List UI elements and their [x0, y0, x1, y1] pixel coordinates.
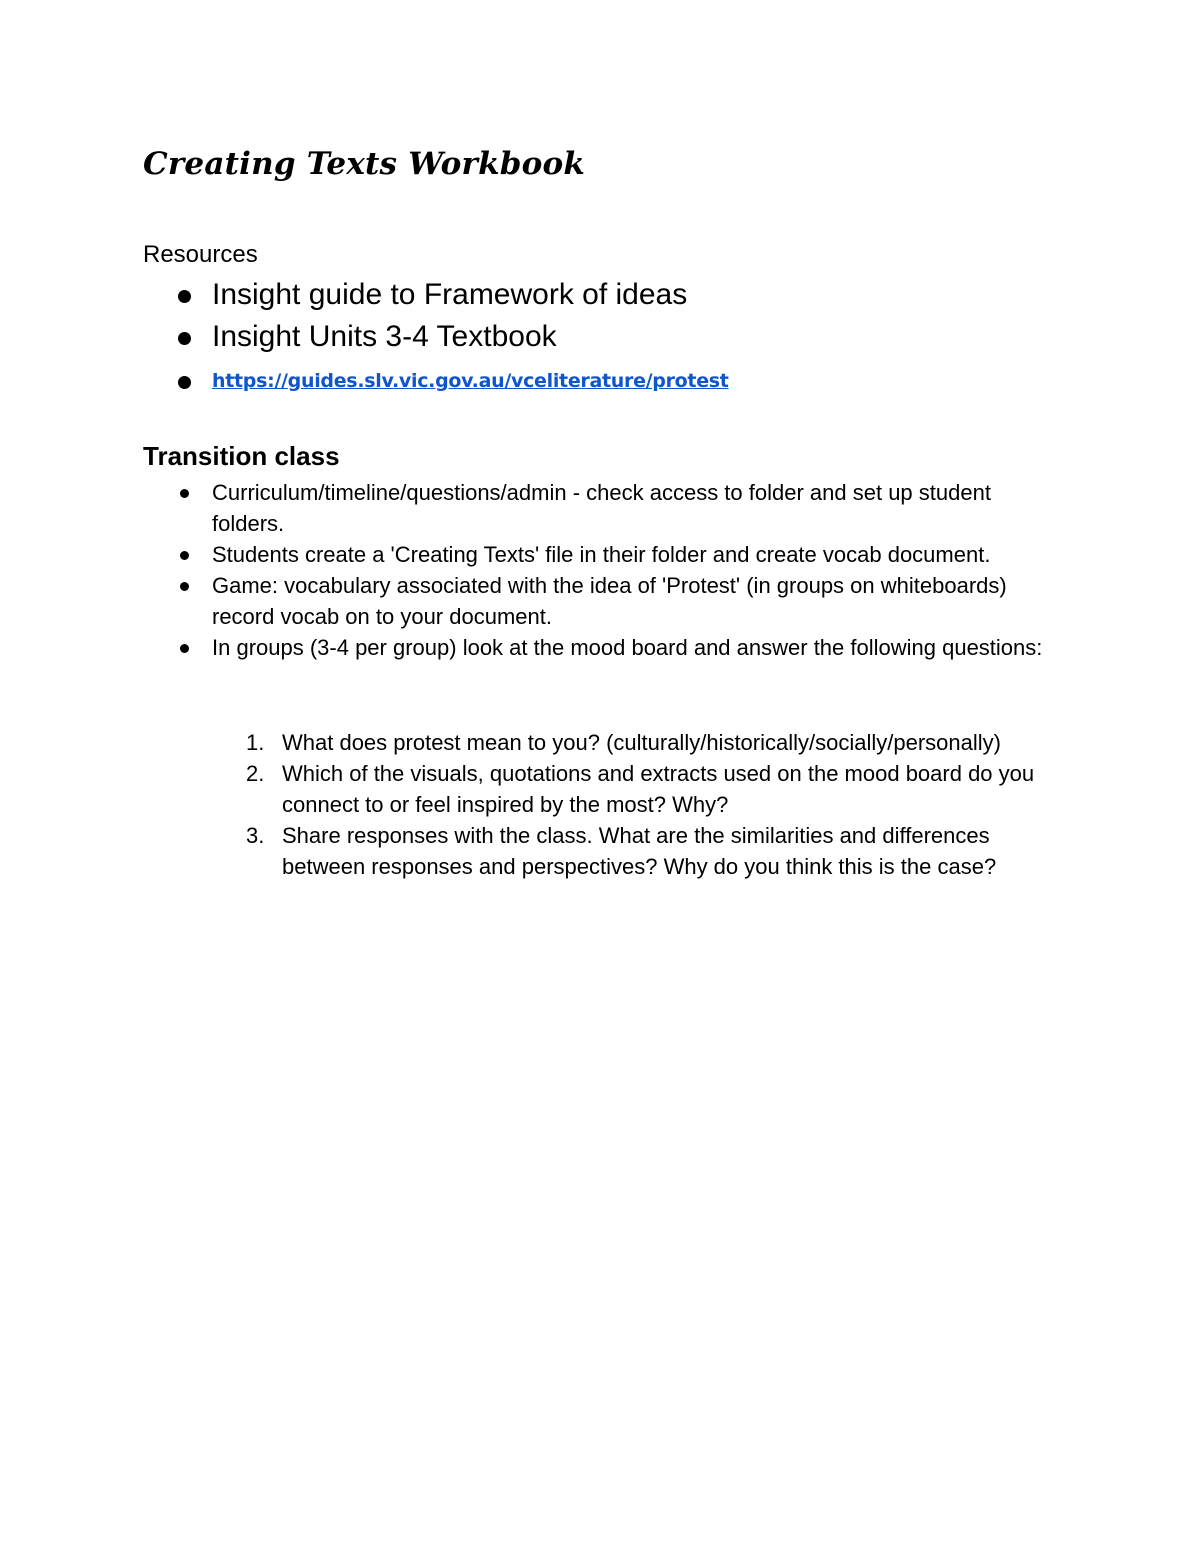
bullet-icon: [178, 290, 191, 303]
resources-heading: Resources: [143, 241, 258, 268]
question-number: 1.: [246, 730, 265, 755]
list-item: [178, 539, 1058, 570]
list-item-text: Students create a 'Creating Texts' file in their folder and create vocab document.: [212, 542, 991, 567]
bullet-icon: [180, 644, 189, 653]
question-item: [246, 820, 1066, 882]
bullet-icon: [180, 489, 189, 498]
resource-item-text: Insight guide to Framework of ideas: [212, 278, 688, 311]
list-item-text: In groups (3-4 per group) look at the mood board and answer the following questions:: [212, 635, 1043, 660]
resource-link[interactable]: https://guides.slv.vic.gov.au/vceliterature/protest: [212, 370, 729, 392]
question-item: [246, 727, 1066, 758]
list-item: [178, 570, 1058, 632]
list-item-text: Curriculum/timeline/questions/admin - check access to folder and set up student folders.: [212, 480, 991, 536]
transition-class-heading: Transition class: [143, 441, 340, 471]
list-item: [178, 477, 1058, 539]
bullet-icon: [180, 551, 189, 560]
question-text: What does protest mean to you? (culturally/historically/socially/personally): [282, 730, 1001, 755]
bullet-icon: [178, 332, 191, 345]
question-text: Which of the visuals, quotations and extracts used on the mood board do you connect to or feel inspired by the most? Why?: [282, 761, 1035, 817]
resource-item-text: Insight Units 3-4 Textbook: [212, 320, 557, 353]
question-number: 3.: [246, 823, 265, 848]
question-number: 2.: [246, 761, 265, 786]
question-text: Share responses with the class. What are the similarities and differences between responses and perspectives? Why do you think this is the case?: [282, 823, 997, 879]
list-item: [178, 632, 1058, 663]
document-title: Creating Texts Workbook: [143, 146, 586, 182]
question-item: [246, 758, 1066, 820]
bullet-icon: [180, 582, 189, 591]
bullet-icon: [178, 376, 191, 389]
list-item-text: Game: vocabulary associated with the idea of 'Protest' (in groups on whiteboards) record vocab on to your document.: [212, 573, 1007, 629]
